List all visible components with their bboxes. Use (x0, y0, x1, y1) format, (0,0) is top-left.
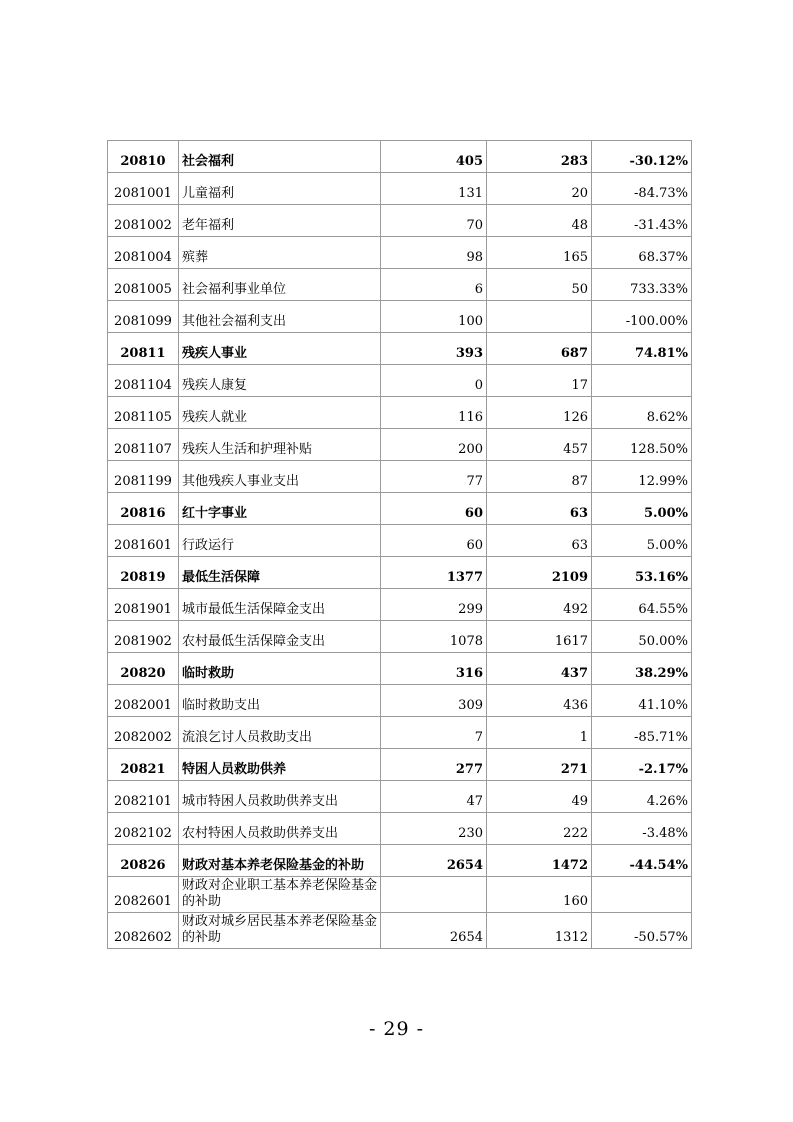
code-cell: 2081902 (108, 621, 179, 653)
code-cell: 2081104 (108, 365, 179, 397)
category-row (108, 557, 692, 589)
table-row (108, 717, 692, 749)
value-1-cell: 77 (381, 461, 487, 493)
value-2-cell: 126 (487, 397, 592, 429)
code-cell: 2081004 (108, 237, 179, 269)
name-cell: 城市最低生活保障金支出 (179, 589, 381, 621)
table-row (108, 589, 692, 621)
value-2-cell: 63 (487, 493, 592, 525)
name-cell: 临时救助 (179, 653, 381, 685)
code-cell: 2081105 (108, 397, 179, 429)
value-2-cell: 50 (487, 269, 592, 301)
value-1-cell: 2654 (381, 845, 487, 877)
name-cell: 财政对企业职工基本养老保险基金的补助 (179, 877, 381, 913)
value-2-cell: 160 (487, 877, 592, 913)
table-row (108, 269, 692, 301)
value-2-cell: 492 (487, 589, 592, 621)
name-cell: 社会福利 (179, 141, 381, 173)
value-2-cell: 222 (487, 813, 592, 845)
value-2-cell: 457 (487, 429, 592, 461)
value-1-cell: 1078 (381, 621, 487, 653)
value-1-cell: 316 (381, 653, 487, 685)
percent-change-cell: 50.00% (592, 621, 692, 653)
code-cell: 2082601 (108, 877, 179, 913)
value-1-cell: 299 (381, 589, 487, 621)
name-cell: 最低生活保障 (179, 557, 381, 589)
percent-change-cell: -30.12% (592, 141, 692, 173)
table-row (108, 205, 692, 237)
value-1-cell: 0 (381, 365, 487, 397)
name-cell: 财政对城乡居民基本养老保险基金的补助 (179, 913, 381, 949)
name-cell: 残疾人就业 (179, 397, 381, 429)
percent-change-cell: -84.73% (592, 173, 692, 205)
value-1-cell: 6 (381, 269, 487, 301)
value-1-cell: 277 (381, 749, 487, 781)
name-cell: 农村最低生活保障金支出 (179, 621, 381, 653)
code-cell: 2081002 (108, 205, 179, 237)
code-cell: 20821 (108, 749, 179, 781)
percent-change-cell (592, 877, 692, 913)
table-row (108, 813, 692, 845)
value-2-cell: 2109 (487, 557, 592, 589)
table-row (108, 301, 692, 333)
name-cell: 其他残疾人事业支出 (179, 461, 381, 493)
value-2-cell: 1617 (487, 621, 592, 653)
percent-change-cell: -3.48% (592, 813, 692, 845)
value-2-cell: 165 (487, 237, 592, 269)
name-cell: 残疾人事业 (179, 333, 381, 365)
percent-change-cell: 12.99% (592, 461, 692, 493)
value-2-cell (487, 301, 592, 333)
name-cell: 红十字事业 (179, 493, 381, 525)
name-cell: 残疾人生活和护理补贴 (179, 429, 381, 461)
table-row (108, 237, 692, 269)
code-cell: 2081199 (108, 461, 179, 493)
percent-change-cell: -85.71% (592, 717, 692, 749)
category-row (108, 653, 692, 685)
percent-change-cell: 4.26% (592, 781, 692, 813)
table-row (108, 781, 692, 813)
table-row (108, 621, 692, 653)
value-1-cell: 7 (381, 717, 487, 749)
value-2-cell: 1472 (487, 845, 592, 877)
code-cell: 20826 (108, 845, 179, 877)
value-1-cell: 131 (381, 173, 487, 205)
value-1-cell: 47 (381, 781, 487, 813)
percent-change-cell: 41.10% (592, 685, 692, 717)
name-cell: 殡葬 (179, 237, 381, 269)
percent-change-cell: 53.16% (592, 557, 692, 589)
code-cell: 20816 (108, 493, 179, 525)
category-row (108, 493, 692, 525)
value-1-cell (381, 877, 487, 913)
code-cell: 20810 (108, 141, 179, 173)
page-number: - 29 - (368, 1018, 425, 1040)
name-cell: 社会福利事业单位 (179, 269, 381, 301)
percent-change-cell: 5.00% (592, 493, 692, 525)
percent-change-cell: -44.54% (592, 845, 692, 877)
name-cell: 儿童福利 (179, 173, 381, 205)
code-cell: 20811 (108, 333, 179, 365)
code-cell: 2082602 (108, 913, 179, 949)
value-1-cell: 405 (381, 141, 487, 173)
code-cell: 2081099 (108, 301, 179, 333)
value-2-cell: 271 (487, 749, 592, 781)
budget-table (107, 140, 692, 949)
value-1-cell: 116 (381, 397, 487, 429)
percent-change-cell: -2.17% (592, 749, 692, 781)
value-1-cell: 309 (381, 685, 487, 717)
value-1-cell: 200 (381, 429, 487, 461)
name-cell: 临时救助支出 (179, 685, 381, 717)
value-1-cell: 2654 (381, 913, 487, 949)
category-row (108, 141, 692, 173)
percent-change-cell: 5.00% (592, 525, 692, 557)
name-cell: 残疾人康复 (179, 365, 381, 397)
table-row (108, 173, 692, 205)
code-cell: 2081001 (108, 173, 179, 205)
percent-change-cell: 68.37% (592, 237, 692, 269)
percent-change-cell: -31.43% (592, 205, 692, 237)
code-cell: 2081601 (108, 525, 179, 557)
category-row (108, 333, 692, 365)
percent-change-cell: 8.62% (592, 397, 692, 429)
code-cell: 20819 (108, 557, 179, 589)
category-row (108, 845, 692, 877)
value-2-cell: 437 (487, 653, 592, 685)
code-cell: 2081005 (108, 269, 179, 301)
table-row (108, 429, 692, 461)
percent-change-cell: -50.57% (592, 913, 692, 949)
value-2-cell: 48 (487, 205, 592, 237)
name-cell: 特困人员救助供养 (179, 749, 381, 781)
table-row (108, 365, 692, 397)
name-cell: 财政对基本养老保险基金的补助 (179, 845, 381, 877)
value-2-cell: 1312 (487, 913, 592, 949)
value-1-cell: 60 (381, 493, 487, 525)
code-cell: 2081901 (108, 589, 179, 621)
value-1-cell: 98 (381, 237, 487, 269)
code-cell: 2081107 (108, 429, 179, 461)
table-row (108, 397, 692, 429)
table-row (108, 685, 692, 717)
percent-change-cell: 64.55% (592, 589, 692, 621)
table-row (108, 913, 692, 949)
value-2-cell: 17 (487, 365, 592, 397)
code-cell: 2082102 (108, 813, 179, 845)
percent-change-cell: 128.50% (592, 429, 692, 461)
value-1-cell: 393 (381, 333, 487, 365)
percent-change-cell: 38.29% (592, 653, 692, 685)
code-cell: 2082002 (108, 717, 179, 749)
value-1-cell: 230 (381, 813, 487, 845)
code-cell: 2082101 (108, 781, 179, 813)
name-cell: 农村特困人员救助供养支出 (179, 813, 381, 845)
value-2-cell: 687 (487, 333, 592, 365)
name-cell: 流浪乞讨人员救助支出 (179, 717, 381, 749)
value-2-cell: 87 (487, 461, 592, 493)
table-row (108, 877, 692, 913)
value-1-cell: 100 (381, 301, 487, 333)
name-cell: 老年福利 (179, 205, 381, 237)
category-row (108, 749, 692, 781)
value-2-cell: 20 (487, 173, 592, 205)
value-2-cell: 436 (487, 685, 592, 717)
table-row (108, 461, 692, 493)
percent-change-cell: 733.33% (592, 269, 692, 301)
value-1-cell: 1377 (381, 557, 487, 589)
value-2-cell: 283 (487, 141, 592, 173)
budget-table-body (108, 141, 692, 949)
name-cell: 其他社会福利支出 (179, 301, 381, 333)
value-1-cell: 60 (381, 525, 487, 557)
name-cell: 城市特困人员救助供养支出 (179, 781, 381, 813)
code-cell: 20820 (108, 653, 179, 685)
value-2-cell: 63 (487, 525, 592, 557)
value-1-cell: 70 (381, 205, 487, 237)
table-row (108, 525, 692, 557)
value-2-cell: 1 (487, 717, 592, 749)
percent-change-cell: -100.00% (592, 301, 692, 333)
value-2-cell: 49 (487, 781, 592, 813)
code-cell: 2082001 (108, 685, 179, 717)
percent-change-cell (592, 365, 692, 397)
percent-change-cell: 74.81% (592, 333, 692, 365)
name-cell: 行政运行 (179, 525, 381, 557)
